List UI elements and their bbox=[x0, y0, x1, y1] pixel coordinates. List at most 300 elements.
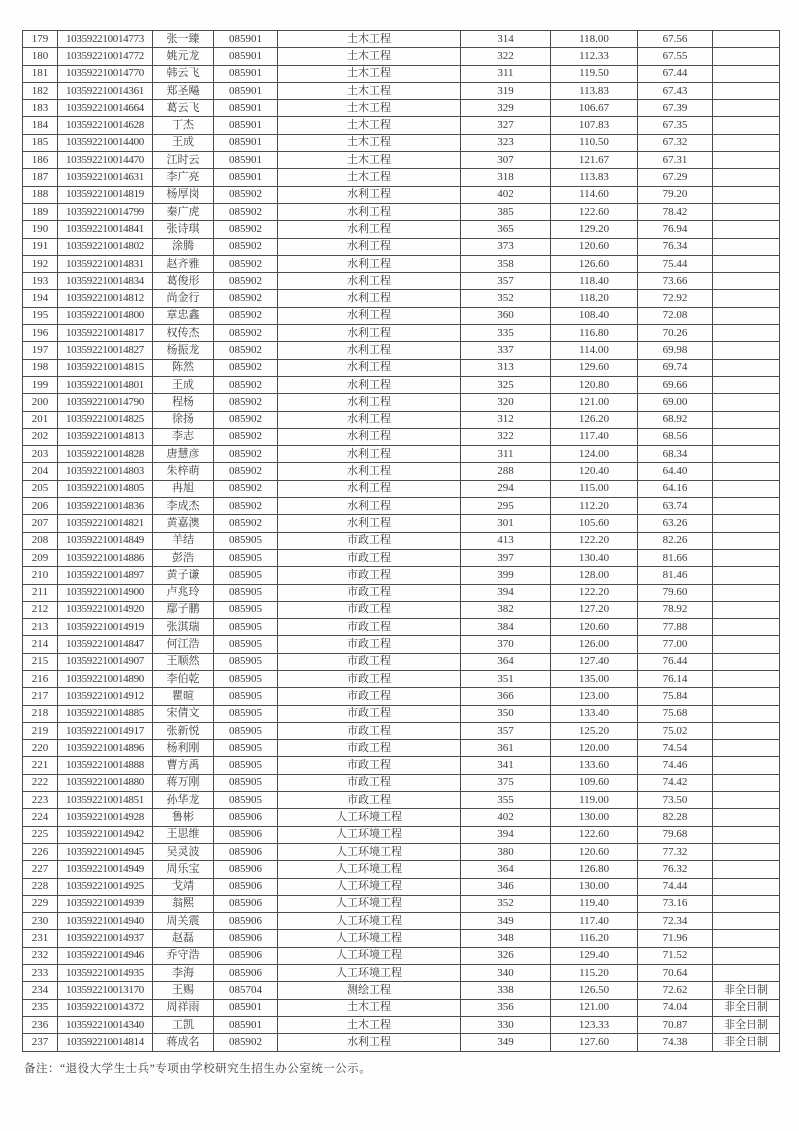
cell-candidate-name: 蒋成名 bbox=[153, 1034, 214, 1052]
cell-candidate-name: 李海 bbox=[153, 965, 214, 982]
cell-major-code: 085905 bbox=[214, 532, 278, 549]
cell-total-score: 81.46 bbox=[638, 567, 713, 584]
cell-major-name: 水利工程 bbox=[278, 480, 461, 497]
table-row bbox=[23, 48, 780, 65]
cell-major-code: 085902 bbox=[214, 480, 278, 497]
cell-candidate-name: 韩云飞 bbox=[153, 65, 214, 82]
cell-note bbox=[713, 670, 780, 687]
cell-row-number: 184 bbox=[23, 117, 58, 134]
cell-initial-score: 294 bbox=[461, 480, 551, 497]
table-row bbox=[23, 705, 780, 722]
cell-major-code: 085901 bbox=[214, 152, 278, 169]
cell-initial-score: 394 bbox=[461, 826, 551, 843]
cell-total-score: 72.92 bbox=[638, 290, 713, 307]
cell-initial-score: 397 bbox=[461, 549, 551, 566]
cell-note bbox=[713, 238, 780, 255]
cell-candidate-name: 王成 bbox=[153, 376, 214, 393]
cell-note bbox=[713, 515, 780, 532]
cell-retest-score: 114.60 bbox=[551, 186, 638, 203]
cell-note bbox=[713, 221, 780, 238]
cell-total-score: 68.92 bbox=[638, 411, 713, 428]
cell-note bbox=[713, 411, 780, 428]
cell-retest-score: 129.60 bbox=[551, 359, 638, 376]
table-row bbox=[23, 601, 780, 618]
cell-total-score: 67.29 bbox=[638, 169, 713, 186]
cell-note: 非全日制 bbox=[713, 1016, 780, 1033]
cell-initial-score: 357 bbox=[461, 722, 551, 739]
cell-retest-score: 115.00 bbox=[551, 480, 638, 497]
cell-candidate-id: 103592210014841 bbox=[58, 221, 153, 238]
cell-major-code: 085901 bbox=[214, 48, 278, 65]
cell-retest-score: 105.60 bbox=[551, 515, 638, 532]
cell-row-number: 235 bbox=[23, 999, 58, 1016]
cell-row-number: 210 bbox=[23, 567, 58, 584]
cell-retest-score: 108.40 bbox=[551, 307, 638, 324]
cell-candidate-id: 103592210014813 bbox=[58, 428, 153, 445]
table-row bbox=[23, 809, 780, 826]
cell-row-number: 201 bbox=[23, 411, 58, 428]
cell-total-score: 63.26 bbox=[638, 515, 713, 532]
cell-initial-score: 351 bbox=[461, 670, 551, 687]
cell-initial-score: 329 bbox=[461, 100, 551, 117]
cell-retest-score: 119.00 bbox=[551, 792, 638, 809]
cell-note bbox=[713, 186, 780, 203]
cell-major-name: 水利工程 bbox=[278, 411, 461, 428]
cell-row-number: 204 bbox=[23, 463, 58, 480]
cell-row-number: 191 bbox=[23, 238, 58, 255]
cell-row-number: 205 bbox=[23, 480, 58, 497]
cell-note bbox=[713, 134, 780, 151]
cell-row-number: 223 bbox=[23, 792, 58, 809]
cell-candidate-name: 黄嘉澳 bbox=[153, 515, 214, 532]
cell-row-number: 198 bbox=[23, 359, 58, 376]
table-row bbox=[23, 826, 780, 843]
cell-retest-score: 122.20 bbox=[551, 584, 638, 601]
cell-candidate-name: 卢兆玲 bbox=[153, 584, 214, 601]
cell-candidate-name: 翁熙 bbox=[153, 895, 214, 912]
cell-note bbox=[713, 532, 780, 549]
cell-initial-score: 350 bbox=[461, 705, 551, 722]
cell-total-score: 63.74 bbox=[638, 498, 713, 515]
cell-candidate-id: 103592210014917 bbox=[58, 722, 153, 739]
cell-initial-score: 327 bbox=[461, 117, 551, 134]
cell-candidate-id: 103592210014361 bbox=[58, 82, 153, 99]
cell-total-score: 69.98 bbox=[638, 342, 713, 359]
table-row bbox=[23, 203, 780, 220]
cell-major-name: 水利工程 bbox=[278, 498, 461, 515]
cell-initial-score: 338 bbox=[461, 982, 551, 999]
cell-candidate-name: 戈靖 bbox=[153, 878, 214, 895]
cell-candidate-id: 103592210014828 bbox=[58, 446, 153, 463]
cell-note bbox=[713, 255, 780, 272]
cell-candidate-name: 王成 bbox=[153, 134, 214, 151]
cell-row-number: 182 bbox=[23, 82, 58, 99]
cell-major-code: 085901 bbox=[214, 100, 278, 117]
cell-candidate-id: 103592210014802 bbox=[58, 238, 153, 255]
cell-major-name: 人工环境工程 bbox=[278, 895, 461, 912]
cell-total-score: 78.42 bbox=[638, 203, 713, 220]
cell-initial-score: 311 bbox=[461, 65, 551, 82]
cell-total-score: 79.68 bbox=[638, 826, 713, 843]
cell-retest-score: 114.00 bbox=[551, 342, 638, 359]
cell-major-name: 人工环境工程 bbox=[278, 965, 461, 982]
cell-retest-score: 107.83 bbox=[551, 117, 638, 134]
table-row bbox=[23, 134, 780, 151]
cell-candidate-id: 103592210014772 bbox=[58, 48, 153, 65]
cell-initial-score: 335 bbox=[461, 325, 551, 342]
cell-major-name: 人工环境工程 bbox=[278, 947, 461, 964]
cell-initial-score: 385 bbox=[461, 203, 551, 220]
cell-retest-score: 130.40 bbox=[551, 549, 638, 566]
cell-major-code: 085905 bbox=[214, 722, 278, 739]
cell-candidate-id: 103592210014949 bbox=[58, 861, 153, 878]
cell-candidate-name: 郑圣飚 bbox=[153, 82, 214, 99]
table-row bbox=[23, 878, 780, 895]
cell-candidate-name: 鄢子鹏 bbox=[153, 601, 214, 618]
cell-major-name: 土木工程 bbox=[278, 31, 461, 48]
cell-note bbox=[713, 359, 780, 376]
cell-initial-score: 295 bbox=[461, 498, 551, 515]
cell-candidate-id: 103592210014836 bbox=[58, 498, 153, 515]
cell-major-code: 085902 bbox=[214, 342, 278, 359]
cell-major-code: 085902 bbox=[214, 515, 278, 532]
cell-major-name: 市政工程 bbox=[278, 584, 461, 601]
cell-initial-score: 322 bbox=[461, 428, 551, 445]
admission-score-table bbox=[22, 30, 780, 1052]
cell-total-score: 70.64 bbox=[638, 965, 713, 982]
cell-candidate-id: 103592210014849 bbox=[58, 532, 153, 549]
cell-retest-score: 127.20 bbox=[551, 601, 638, 618]
cell-note bbox=[713, 117, 780, 134]
cell-retest-score: 120.80 bbox=[551, 376, 638, 393]
cell-candidate-name: 李广亮 bbox=[153, 169, 214, 186]
cell-major-name: 市政工程 bbox=[278, 636, 461, 653]
cell-retest-score: 128.00 bbox=[551, 567, 638, 584]
cell-total-score: 64.16 bbox=[638, 480, 713, 497]
cell-note bbox=[713, 705, 780, 722]
cell-initial-score: 366 bbox=[461, 688, 551, 705]
table-row bbox=[23, 843, 780, 860]
table-row bbox=[23, 152, 780, 169]
cell-initial-score: 357 bbox=[461, 273, 551, 290]
cell-initial-score: 313 bbox=[461, 359, 551, 376]
cell-major-name: 市政工程 bbox=[278, 740, 461, 757]
cell-major-name: 水利工程 bbox=[278, 342, 461, 359]
cell-candidate-id: 103592210014851 bbox=[58, 792, 153, 809]
cell-initial-score: 337 bbox=[461, 342, 551, 359]
cell-total-score: 78.92 bbox=[638, 601, 713, 618]
cell-major-code: 085905 bbox=[214, 740, 278, 757]
cell-note bbox=[713, 843, 780, 860]
table-row bbox=[23, 861, 780, 878]
cell-candidate-id: 103592210014834 bbox=[58, 273, 153, 290]
cell-major-name: 市政工程 bbox=[278, 532, 461, 549]
cell-candidate-name: 葛俊形 bbox=[153, 273, 214, 290]
cell-total-score: 67.56 bbox=[638, 31, 713, 48]
cell-total-score: 72.62 bbox=[638, 982, 713, 999]
cell-retest-score: 130.00 bbox=[551, 809, 638, 826]
cell-retest-score: 120.40 bbox=[551, 463, 638, 480]
cell-initial-score: 413 bbox=[461, 532, 551, 549]
cell-total-score: 69.66 bbox=[638, 376, 713, 393]
table-row bbox=[23, 480, 780, 497]
cell-total-score: 75.84 bbox=[638, 688, 713, 705]
cell-retest-score: 125.20 bbox=[551, 722, 638, 739]
cell-retest-score: 133.60 bbox=[551, 757, 638, 774]
cell-initial-score: 288 bbox=[461, 463, 551, 480]
cell-major-name: 测绘工程 bbox=[278, 982, 461, 999]
cell-candidate-id: 103592210014628 bbox=[58, 117, 153, 134]
cell-major-code: 085906 bbox=[214, 826, 278, 843]
cell-candidate-id: 103592210014847 bbox=[58, 636, 153, 653]
cell-total-score: 67.31 bbox=[638, 152, 713, 169]
cell-note bbox=[713, 792, 780, 809]
cell-initial-score: 380 bbox=[461, 843, 551, 860]
cell-candidate-id: 103592210014890 bbox=[58, 670, 153, 687]
cell-note bbox=[713, 325, 780, 342]
cell-initial-score: 325 bbox=[461, 376, 551, 393]
cell-major-code: 085901 bbox=[214, 134, 278, 151]
cell-major-code: 085906 bbox=[214, 843, 278, 860]
cell-note bbox=[713, 31, 780, 48]
cell-row-number: 221 bbox=[23, 757, 58, 774]
cell-candidate-id: 103592210014939 bbox=[58, 895, 153, 912]
cell-candidate-id: 103592210014819 bbox=[58, 186, 153, 203]
cell-note bbox=[713, 774, 780, 791]
cell-candidate-name: 张淇瑞 bbox=[153, 619, 214, 636]
cell-candidate-name: 杨利刚 bbox=[153, 740, 214, 757]
cell-major-code: 085905 bbox=[214, 688, 278, 705]
cell-row-number: 190 bbox=[23, 221, 58, 238]
cell-major-code: 085902 bbox=[214, 307, 278, 324]
cell-total-score: 72.08 bbox=[638, 307, 713, 324]
cell-note bbox=[713, 446, 780, 463]
cell-major-name: 市政工程 bbox=[278, 792, 461, 809]
table-row bbox=[23, 65, 780, 82]
cell-major-name: 土木工程 bbox=[278, 82, 461, 99]
cell-total-score: 77.88 bbox=[638, 619, 713, 636]
cell-major-code: 085905 bbox=[214, 653, 278, 670]
cell-initial-score: 364 bbox=[461, 861, 551, 878]
cell-candidate-name: 江时云 bbox=[153, 152, 214, 169]
table-row bbox=[23, 636, 780, 653]
cell-initial-score: 307 bbox=[461, 152, 551, 169]
cell-row-number: 231 bbox=[23, 930, 58, 947]
cell-retest-score: 116.80 bbox=[551, 325, 638, 342]
cell-candidate-id: 103592210013170 bbox=[58, 982, 153, 999]
cell-retest-score: 121.00 bbox=[551, 394, 638, 411]
table-row bbox=[23, 221, 780, 238]
cell-major-name: 人工环境工程 bbox=[278, 861, 461, 878]
cell-major-name: 人工环境工程 bbox=[278, 826, 461, 843]
cell-note: 非全日制 bbox=[713, 1034, 780, 1052]
table-row bbox=[23, 982, 780, 999]
footnote: 备注：“退役大学生士兵”专项由学校研究生招生办公室统一公示。 bbox=[24, 1063, 372, 1075]
table-row bbox=[23, 1016, 780, 1033]
cell-candidate-name: 唐慧彦 bbox=[153, 446, 214, 463]
cell-major-name: 水利工程 bbox=[278, 255, 461, 272]
cell-total-score: 74.42 bbox=[638, 774, 713, 791]
cell-row-number: 180 bbox=[23, 48, 58, 65]
cell-total-score: 76.32 bbox=[638, 861, 713, 878]
cell-row-number: 233 bbox=[23, 965, 58, 982]
cell-total-score: 67.44 bbox=[638, 65, 713, 82]
cell-initial-score: 356 bbox=[461, 999, 551, 1016]
cell-major-name: 市政工程 bbox=[278, 653, 461, 670]
cell-row-number: 230 bbox=[23, 913, 58, 930]
table-row bbox=[23, 463, 780, 480]
cell-row-number: 213 bbox=[23, 619, 58, 636]
cell-note bbox=[713, 307, 780, 324]
cell-note bbox=[713, 428, 780, 445]
cell-candidate-id: 103592210014888 bbox=[58, 757, 153, 774]
cell-initial-score: 355 bbox=[461, 792, 551, 809]
cell-total-score: 75.68 bbox=[638, 705, 713, 722]
cell-note bbox=[713, 757, 780, 774]
table-row bbox=[23, 584, 780, 601]
cell-major-name: 水利工程 bbox=[278, 446, 461, 463]
cell-candidate-id: 103592210014400 bbox=[58, 134, 153, 151]
cell-major-name: 土木工程 bbox=[278, 152, 461, 169]
cell-retest-score: 126.20 bbox=[551, 411, 638, 428]
table-row bbox=[23, 913, 780, 930]
cell-row-number: 214 bbox=[23, 636, 58, 653]
cell-total-score: 77.00 bbox=[638, 636, 713, 653]
cell-retest-score: 124.00 bbox=[551, 446, 638, 463]
cell-row-number: 179 bbox=[23, 31, 58, 48]
cell-row-number: 196 bbox=[23, 325, 58, 342]
cell-candidate-name: 周乐宝 bbox=[153, 861, 214, 878]
cell-major-code: 085906 bbox=[214, 913, 278, 930]
cell-major-name: 市政工程 bbox=[278, 705, 461, 722]
cell-retest-score: 110.50 bbox=[551, 134, 638, 151]
cell-note bbox=[713, 290, 780, 307]
cell-row-number: 227 bbox=[23, 861, 58, 878]
cell-note bbox=[713, 480, 780, 497]
cell-major-name: 水利工程 bbox=[278, 203, 461, 220]
cell-row-number: 195 bbox=[23, 307, 58, 324]
cell-total-score: 69.00 bbox=[638, 394, 713, 411]
table-row bbox=[23, 895, 780, 912]
cell-major-code: 085902 bbox=[214, 325, 278, 342]
table-row bbox=[23, 653, 780, 670]
cell-total-score: 69.74 bbox=[638, 359, 713, 376]
table-row bbox=[23, 169, 780, 186]
cell-note bbox=[713, 342, 780, 359]
cell-initial-score: 352 bbox=[461, 895, 551, 912]
cell-candidate-id: 103592210014800 bbox=[58, 307, 153, 324]
cell-retest-score: 130.00 bbox=[551, 878, 638, 895]
cell-major-code: 085902 bbox=[214, 359, 278, 376]
cell-major-name: 水利工程 bbox=[278, 376, 461, 393]
cell-major-name: 人工环境工程 bbox=[278, 913, 461, 930]
cell-major-name: 水利工程 bbox=[278, 186, 461, 203]
cell-note bbox=[713, 619, 780, 636]
cell-note bbox=[713, 878, 780, 895]
table-row bbox=[23, 394, 780, 411]
cell-major-code: 085901 bbox=[214, 169, 278, 186]
cell-row-number: 215 bbox=[23, 653, 58, 670]
cell-row-number: 228 bbox=[23, 878, 58, 895]
table-row bbox=[23, 342, 780, 359]
cell-total-score: 67.39 bbox=[638, 100, 713, 117]
cell-note bbox=[713, 48, 780, 65]
cell-initial-score: 394 bbox=[461, 584, 551, 601]
cell-retest-score: 106.67 bbox=[551, 100, 638, 117]
cell-candidate-id: 103592210014814 bbox=[58, 1034, 153, 1052]
cell-major-name: 土木工程 bbox=[278, 117, 461, 134]
cell-major-code: 085906 bbox=[214, 965, 278, 982]
cell-candidate-id: 103592210014470 bbox=[58, 152, 153, 169]
cell-candidate-name: 徐扬 bbox=[153, 411, 214, 428]
cell-note bbox=[713, 152, 780, 169]
cell-major-code: 085905 bbox=[214, 619, 278, 636]
table-row bbox=[23, 619, 780, 636]
table-row bbox=[23, 757, 780, 774]
table-row bbox=[23, 255, 780, 272]
cell-note bbox=[713, 688, 780, 705]
cell-row-number: 208 bbox=[23, 532, 58, 549]
cell-row-number: 185 bbox=[23, 134, 58, 151]
cell-retest-score: 119.40 bbox=[551, 895, 638, 912]
table-row bbox=[23, 722, 780, 739]
cell-candidate-name: 姚元龙 bbox=[153, 48, 214, 65]
cell-candidate-id: 103592210014799 bbox=[58, 203, 153, 220]
cell-candidate-name: 李志 bbox=[153, 428, 214, 445]
cell-candidate-name: 羊结 bbox=[153, 532, 214, 549]
cell-major-code: 085902 bbox=[214, 290, 278, 307]
cell-note bbox=[713, 722, 780, 739]
cell-total-score: 70.26 bbox=[638, 325, 713, 342]
table-row bbox=[23, 947, 780, 964]
cell-candidate-id: 103592210014773 bbox=[58, 31, 153, 48]
cell-major-name: 土木工程 bbox=[278, 169, 461, 186]
cell-total-score: 81.66 bbox=[638, 549, 713, 566]
cell-initial-score: 314 bbox=[461, 31, 551, 48]
cell-row-number: 193 bbox=[23, 273, 58, 290]
cell-candidate-name: 吴灵波 bbox=[153, 843, 214, 860]
cell-total-score: 75.44 bbox=[638, 255, 713, 272]
cell-note bbox=[713, 601, 780, 618]
cell-note bbox=[713, 203, 780, 220]
cell-note bbox=[713, 636, 780, 653]
cell-total-score: 76.44 bbox=[638, 653, 713, 670]
cell-candidate-name: 权传杰 bbox=[153, 325, 214, 342]
cell-major-code: 085902 bbox=[214, 221, 278, 238]
cell-major-code: 085905 bbox=[214, 584, 278, 601]
cell-major-name: 水利工程 bbox=[278, 463, 461, 480]
cell-retest-score: 121.00 bbox=[551, 999, 638, 1016]
table-row bbox=[23, 532, 780, 549]
cell-major-name: 土木工程 bbox=[278, 65, 461, 82]
cell-major-code: 085905 bbox=[214, 757, 278, 774]
cell-major-code: 085902 bbox=[214, 446, 278, 463]
cell-total-score: 76.14 bbox=[638, 670, 713, 687]
cell-candidate-id: 103592210014945 bbox=[58, 843, 153, 860]
cell-row-number: 183 bbox=[23, 100, 58, 117]
cell-major-code: 085901 bbox=[214, 31, 278, 48]
cell-initial-score: 318 bbox=[461, 169, 551, 186]
cell-major-code: 085902 bbox=[214, 428, 278, 445]
table-row bbox=[23, 238, 780, 255]
cell-major-code: 085905 bbox=[214, 601, 278, 618]
cell-candidate-id: 103592210014631 bbox=[58, 169, 153, 186]
cell-major-code: 085906 bbox=[214, 947, 278, 964]
cell-candidate-id: 103592210014825 bbox=[58, 411, 153, 428]
cell-row-number: 224 bbox=[23, 809, 58, 826]
cell-major-code: 085905 bbox=[214, 567, 278, 584]
cell-major-name: 水利工程 bbox=[278, 1034, 461, 1052]
